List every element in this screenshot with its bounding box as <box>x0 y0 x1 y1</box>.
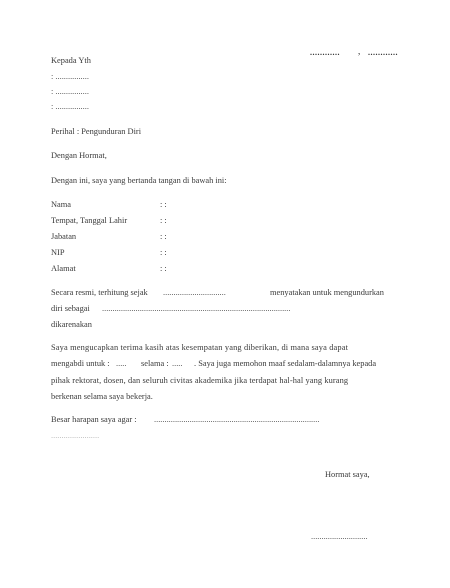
p2-line3: pihak rektorat, dosen, dan seluruh civitas akademika jika terdapat hal-hal yang kurang <box>51 376 349 385</box>
field-colon: : : <box>160 248 167 257</box>
recipient-line: : ................ <box>51 87 89 96</box>
greeting: Dengan Hormat, <box>51 151 107 160</box>
field-colon: : : <box>160 264 167 273</box>
p2-line2-end: . Saya juga memohon maaf sedalam-dalamnya kepada <box>194 359 377 368</box>
field-label-nip: NIP <box>51 248 65 257</box>
date-placeholder: ............ <box>368 48 398 57</box>
intro-text: Dengan ini, saya yang bertanda tangan di bawah ini: <box>51 176 227 185</box>
signature-placeholder: ........................... <box>311 532 368 541</box>
p2-line4: berkenan selama saya bekerja. <box>51 392 153 401</box>
p1-line3: dikarenakan <box>51 320 92 329</box>
recipient-line: : ................ <box>51 102 89 111</box>
recipient-line: : ................ <box>51 72 89 81</box>
recipient-salutation: Kepada Yth <box>51 56 91 65</box>
p3-line1-start: Besar harapan saya agar : <box>51 415 137 424</box>
p1-line2-start: diri sebagai <box>51 304 90 313</box>
p1-line1-start: Secara resmi, terhitung sejak <box>51 288 148 297</box>
p1-position-placeholder: .......................................................................................... <box>102 304 291 313</box>
field-label-alamat: Alamat <box>51 264 76 273</box>
p1-line1-end: menyatakan untuk mengundurkan <box>270 288 384 297</box>
p2-duration-placeholder: ..... <box>116 359 127 368</box>
p3-hope-placeholder-continued: ....................... <box>51 431 100 440</box>
field-colon: : : <box>160 232 167 241</box>
p1-date-placeholder: .............................. <box>163 288 226 297</box>
p2-line2-start: mengabdi untuk : <box>51 359 110 368</box>
field-label-ttl: Tempat, Tanggal Lahir <box>51 216 128 225</box>
p2-line2-mid: selama : <box>141 359 169 368</box>
field-label-jabatan: Jabatan <box>51 232 77 241</box>
subject-line: Perihal : Pengunduran Diri <box>51 127 142 136</box>
field-colon: : : <box>160 200 167 209</box>
p3-hope-placeholder: ............................................................................... <box>154 415 320 424</box>
field-colon: : : <box>160 216 167 225</box>
p2-line1: Saya mengucapkan terima kasih atas kesempatan yang diberikan, di mana saya dapat <box>51 343 349 352</box>
date-separator: , <box>358 46 361 56</box>
place-placeholder: ............ <box>310 48 340 57</box>
p2-period-placeholder: ..... <box>172 359 183 368</box>
field-label-nama: Nama <box>51 200 71 209</box>
closing-text: Hormat saya, <box>325 470 370 479</box>
